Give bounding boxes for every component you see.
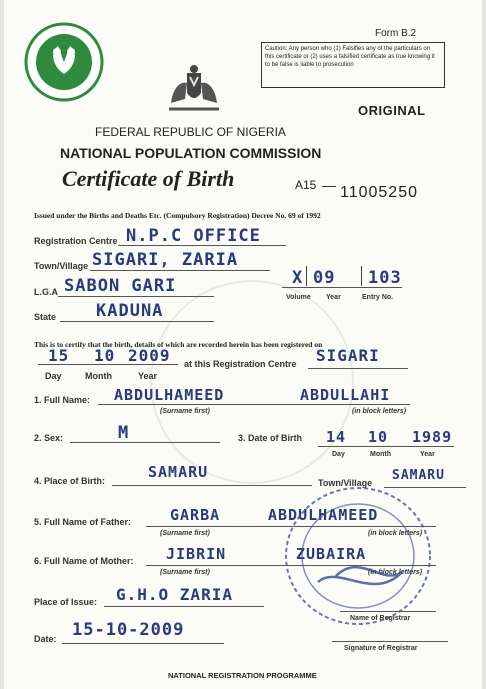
sex-value: M — [118, 423, 130, 443]
issued-under-text: Issued under the Births and Deaths Etc. (Compulsory Registration) Decree No. 69 of 1992 — [34, 211, 321, 220]
entry-no-label: Entry No. — [362, 294, 394, 301]
entry-no-value: 103 — [368, 268, 402, 288]
dob-month-label: Month — [370, 451, 391, 458]
registrar-name-label: Name of Registrar — [350, 615, 411, 622]
father-name-value: ABDULHAMEED — [268, 506, 379, 524]
father-surname-value: GARBA — [170, 506, 221, 524]
year-label: Year — [326, 294, 341, 301]
town-village-label: Town/Village — [318, 478, 373, 488]
volume-label: Volume — [286, 294, 311, 301]
reg-year-label: Year — [138, 371, 158, 381]
certify-text: This is to certify that the birth, details of which are recorded herein has been registered on — [34, 340, 323, 349]
state-value: KADUNA — [96, 301, 164, 321]
reg-month-value: 10 — [94, 346, 116, 365]
volume-value: X — [292, 268, 304, 288]
dob-month-value: 10 — [368, 428, 389, 446]
reg-month-label: Month — [85, 371, 112, 381]
certificate-number: 11005250 — [340, 184, 418, 201]
reg-day-label: Day — [45, 371, 62, 381]
caution-text: Caution: Any person who (1) Falsifies any of the particulars on this certificate or (2) uses a falsified certificate as true knowing it to be false is liable to prosecution — [265, 46, 435, 68]
caution-box — [261, 42, 445, 88]
republic-heading: FEDERAL REPUBLIC OF NIGERIA — [95, 125, 286, 139]
cert-prefix: A15 — [295, 178, 317, 192]
npc-seal-logo — [24, 22, 104, 102]
place-issue-label: Place of Issue: — [34, 597, 98, 607]
surname-first-hint: (Surname first) — [160, 408, 210, 415]
mother-block-hint: (in block letters) — [368, 569, 423, 576]
first-name-value: ABDULLAHI — [300, 386, 391, 404]
town-village-value: SAMARU — [392, 468, 445, 483]
mother-surname-hint: (Surname first) — [160, 569, 210, 576]
signature-line — [332, 641, 448, 642]
commission-heading: NATIONAL POPULATION COMMISSION — [60, 145, 322, 161]
right-page-edge — [482, 0, 486, 689]
at-centre-label: at this Registration Centre — [184, 359, 297, 369]
watermark-ring — [150, 280, 354, 484]
mother-label: 6. Full Name of Mother: — [34, 556, 134, 566]
reg-centre-label: Registration Centre — [34, 236, 118, 246]
full-name-label: 1. Full Name: — [34, 395, 91, 405]
reg-centre-value: N.P.C OFFICE — [126, 226, 261, 246]
volume-line — [282, 287, 402, 288]
mother-surname-value: JIBRIN — [166, 545, 227, 563]
dob-year-label: Year — [420, 451, 435, 458]
mother-name-value: ZUBAIRA — [296, 545, 367, 563]
vol-year-value: 09 — [313, 268, 336, 288]
place-issue-line — [104, 606, 264, 607]
father-surname-hint: (Surname first) — [160, 530, 210, 537]
registration-stamp — [278, 478, 448, 638]
dob-day-value: 14 — [326, 428, 347, 446]
date-label: Date: — [34, 634, 57, 644]
date-value: 15-10-2009 — [72, 620, 185, 640]
father-block-hint: (in block letters) — [368, 530, 423, 537]
left-page-edge — [0, 0, 4, 689]
registrar-name-line — [340, 611, 436, 612]
registrar-signature-scribble — [318, 567, 402, 584]
father-label: 5. Full Name of Father: — [34, 517, 132, 527]
form-number: Form B.2 — [375, 28, 417, 39]
place-issue-value: G.H.O ZARIA — [116, 585, 233, 604]
vol-divider — [306, 266, 307, 286]
at-centre-value: SIGARI — [316, 346, 380, 365]
place-birth-value: SAMARU — [148, 463, 209, 481]
coat-of-arms-emblem — [163, 63, 225, 115]
dob-day-label: Day — [332, 451, 345, 458]
sex-label: 2. Sex: — [34, 433, 64, 443]
town-value: SIGARI, ZARIA — [92, 250, 239, 270]
date-line — [62, 643, 224, 644]
original-label: ORIGINAL — [358, 103, 426, 118]
year-divider — [361, 266, 362, 286]
place-birth-label: 4. Place of Birth: — [34, 476, 106, 486]
reg-day-value: 15 — [48, 346, 70, 365]
town-label: Town/Village — [34, 261, 89, 271]
dob-label: 3. Date of Birth — [238, 433, 303, 443]
certificate-title: Certificate of Birth — [62, 166, 235, 191]
surname-value: ABDULHAMEED — [114, 386, 225, 404]
block-letters-hint: (in block letters) — [352, 408, 407, 415]
town-line — [90, 270, 270, 271]
footer-text: NATIONAL REGISTRATION PROGRAMME — [168, 671, 317, 680]
lga-value: SABON GARI — [64, 276, 177, 296]
dob-line — [318, 446, 454, 447]
cert-dash — [322, 186, 336, 187]
state-label: State — [34, 312, 57, 322]
signature-registrar-label: Signature of Registrar — [344, 645, 418, 652]
reg-year-value: 2009 — [128, 346, 171, 365]
lga-line — [58, 296, 214, 297]
lga-label: L.G.A — [34, 287, 58, 297]
dob-year-value: 1989 — [412, 428, 453, 446]
